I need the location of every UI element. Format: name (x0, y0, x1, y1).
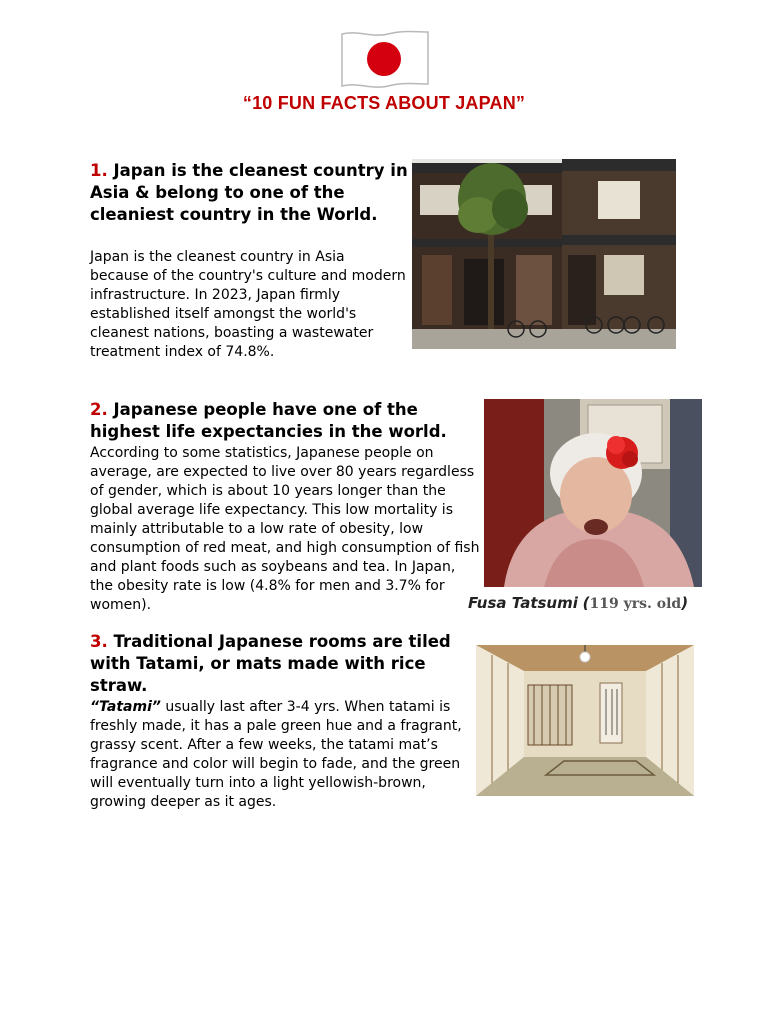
caption-close-paren: ) (681, 594, 689, 612)
tatami-term: “Tatami” (90, 699, 161, 715)
fact-2-heading (90, 399, 480, 443)
caption-age: 119 yrs. old (589, 596, 682, 612)
fact-3-body-text: usually last after 3-4 yrs. When tatami is freshly made, it has a pale green hue and a fragrant, grassy scent. After a few weeks, the tatami mat’s fragrance and color will begin to fade, and the green will eventually turn into a light yellowish-brown, growing deeper as it ages. (90, 699, 462, 810)
page-title: “10 FUN FACTS ABOUT JAPAN” (242, 93, 526, 113)
photo-caption (468, 594, 728, 612)
fact-3-number: 3. (90, 632, 108, 651)
fact-1-heading (90, 160, 412, 226)
fact-1-body: Japan is the cleanest country in Asia because of the country's culture and modern infrastructure. In 2023, Japan firmly established itself amongst the world's cleanest nations, boasting a wastewater treatment index of 74.8%. (90, 249, 406, 360)
fact-2-body: According to some statistics, Japanese people on average, are expected to live over 80 years regardless of gender, which is about 10 years longer than the global average life expectancy. This low mortality is mainly attributable to a low rate of obesity, low consumption of red meat, and high consumption of fish and plant foods such as soybeans and tea. In Japan, the obesity rate is low (4.8% for men and 3.7% for women). (90, 445, 480, 613)
japan-flag-icon (338, 28, 432, 92)
fact-2-number: 2. (90, 400, 108, 419)
fact-1-heading-text: Japan is the cleanest country in Asia & belong to one of the cleaniest country in the World. (90, 161, 408, 224)
street-photo-icon (412, 159, 676, 349)
caption-name: Fusa Tatsumi (468, 594, 578, 612)
fact-2-heading-text: Japanese people have one of the highest life expectancies in the world. (90, 400, 447, 441)
tatami-room-photo-icon (476, 645, 694, 796)
fact-1-number: 1. (90, 161, 108, 180)
portrait-photo-icon (484, 399, 702, 587)
fact-3-heading (90, 631, 470, 697)
fact-3-body (90, 698, 472, 812)
fact-3-heading-text: Traditional Japanese rooms are tiled with Tatami, or mats made with rice straw. (90, 632, 451, 695)
caption-open-paren: ( (582, 594, 590, 612)
